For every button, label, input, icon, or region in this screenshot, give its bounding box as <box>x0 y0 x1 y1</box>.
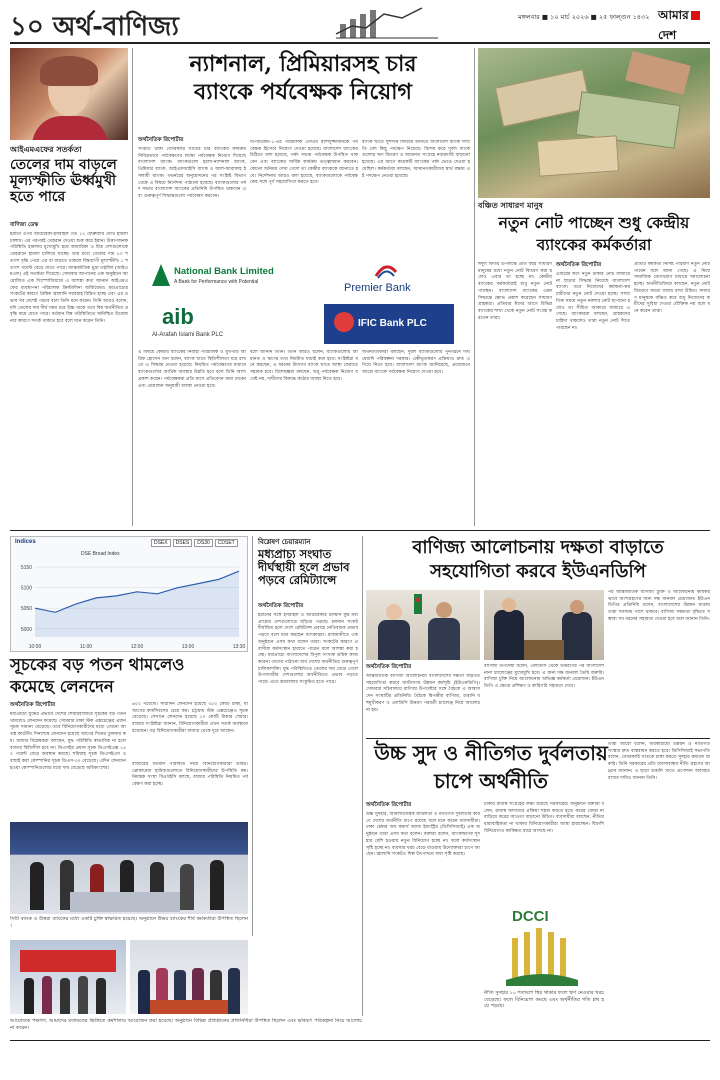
undp-col-3: পর আন্তর্জাতিক বাণিজ্য চুক্তি ও আলোচনায় কার্যকরভাবে অংশগ্রহণের জন্য দক্ষ জনবল প্রয়োজন। ইউএনডিপির প্রতিনিধি বলেন, বাংলাদেশের উন্নয়ন যাত্রায় তারা সবসময় পাশে থাকবে। বাণিজ্য সক্ষমতা বৃদ্ধিতে সম্ভাব্য সব ধরনের সহায়তা দেওয়া হবে বলে জানান তিনি। <box>608 590 710 622</box>
lead-headline-1: ন্যাশনাল, প্রিমিয়ারসহ চার <box>189 51 417 77</box>
undp-col-1: আন্তর্জাতিক বাণিজ্য আলোচনায় বাংলাদেশের দক্ষতা বাড়াতে সহযোগিতা করবে জাতিসংঘ উন্নয়ন কর্মসূচি (ইউএনডিপি)। সোমবার সচিবালয়ে বাণিজ্য উপদেষ্টার সঙ্গে বৈঠকে এ আশ্বাস দেন সংস্থাটির প্রতিনিধি। বৈঠকে দ্বিপক্ষীয় বাণিজ্য, রপ্তানি বহুমুখীকরণ ও এলডিসি উত্তরণ পরবর্তী চ্যালেঞ্জ নিয়ে আলোচনা হয়। <box>366 674 480 713</box>
imf-kicker: আইএমএফের সতর্কতা <box>10 144 82 154</box>
premier-bank-logo: Premier Bank <box>334 262 454 298</box>
lead-byline: অর্থনৈতিক রিপোর্টার <box>138 137 184 143</box>
dcci-col-3: তারা আরো বলেন, অবকাঠামো উন্নয়ন ও নীতিগত সংস্কার দ্রুত বাস্তবায়ন করতে হবে। ডিসিসিআই সভাপতি বলেন, বেসরকারি খাতকে চাঙ্গা করতে সুদহার কমানো জরুরি। তিনি সরকারের প্রতি ব্যবসাবান্ধব নীতি গ্রহণের আহ্বান জানান। এ ছাড়া রপ্তানি খাতে প্রণোদনা অব্যাহত রাখার দাবিও জানান তিনি। <box>608 742 710 781</box>
remit-byline: অর্থনৈতিক রিপোর্টার <box>258 603 304 609</box>
notes-headline-1: নতুন নোট পাচ্ছেন শুধু কেন্দ্রীয় <box>498 213 690 232</box>
lead-col-1b: এ বিষয়ে কেন্দ্রীয় ব্যাংকের নির্বাহী পরিচালক ও মুখপাত্র আরিফ হোসেন খান বলেন, ব্যাংক খাতে স্থিতিশীলতা ধরে রাখতে এ সিদ্ধান্ত নেওয়া হয়েছে। নিয়মিত পর্যবেক্ষণের মাধ্যমে ব্যাংকগুলোর আর্থিক অবস্থার উন্নতি হবে বলে তিনি আশা প্রকাশ করেন। পর্যবেক্ষকরা প্রতি মাসে প্রতিবেদন জমা দেবেন এবং প্রয়োজন অনুযায়ী ব্যবস্থা নেওয়া হবে। <box>138 350 246 389</box>
newspaper-logo <box>658 7 720 47</box>
notes-byline: অর্থনৈতিক রিপোর্টার <box>556 262 602 268</box>
undp-meeting-photo-1 <box>366 590 480 660</box>
logo-text-b: দেশ <box>658 28 677 42</box>
dcci-logo-text: DCCI <box>512 908 549 925</box>
chart-ytick-label: 5000 <box>20 626 32 633</box>
undp-col-2: বাণিজ্য উপদেষ্টা বলেন, এলডিসি থেকে উত্তরণের পর বাংলাদেশ নানা চ্যালেঞ্জের মুখোমুখি হবে। এ জন্য দক্ষ জনবল তৈরি জরুরি। বাণিজ্য চুক্তি নিয়ে আলোচনায় অভিজ্ঞ কর্মকর্তা প্রয়োজন। ইউএনডিপি এ ক্ষেত্রে প্রশিক্ষণ ও কারিগরি সহায়তা দেবে। <box>484 664 604 690</box>
chart-xtick-label: 13:00 <box>181 644 195 650</box>
dcci-headline-1: উচ্চ সুদ ও নীতিগত দুর্বলতায় <box>374 741 608 765</box>
notes-col-3: প্রতিটি কর্মকর্তা নির্দিষ্ট পরিমাণ নতুন নোট পাবেন বলে জানা গেছে। এ নিয়ে সামাজিক যোগাযোগ মাধ্যমে সমালোচনা হচ্ছে। অর্থনীতিবিদরা বলছেন, নতুন নোট বিতরণে সমতা বজায় রাখা উচিত। সাধারণ মানুষকে বঞ্চিত করে শুধু নিজেদের কর্মীদের সুবিধা দেওয়া যৌক্তিক নয় বলে মনে করেন তারা। <box>634 262 710 314</box>
national-bank-logo: National Bank Limited A Bank for Performance with Potential <box>152 262 282 298</box>
remit-headline: মধ্যপ্রাচ্য সংঘাত দীর্ঘস্থায়ী হলে প্রভাব পড়বে রেমিট্যান্সে <box>258 547 350 588</box>
undp-headline-1: বাণিজ্য আলোচনায় দক্ষতা বাড়াতে <box>412 537 664 558</box>
chart-ytick-label: 5150 <box>20 565 32 572</box>
aib-logo: aib Al-Arafah Islami Bank PLC <box>152 304 224 338</box>
undp-byline: অর্থনৈতিক রিপোর্টার <box>366 664 412 670</box>
dcci-col-2: টাকার রাজস্ব সংগ্রহের লক্ষ্য রয়েছে সরকারের। অনুষ্ঠানে বক্তারা বলেন, রাজস্ব আদায়ের প্রক্রিয়া সহজ করতে হবে। করের বোঝা না বাড়িয়ে করের আওতা বাড়ানো উচিত। ব্যবসায়ীরা বলছেন, নীতির ধারাবাহিকতা না থাকায় বিনিয়োগকারীরা আস্থা হারাচ্ছেন। বিদেশি বিনিয়োগও কাঙ্ক্ষিত হারে আসছে না। <box>484 802 604 834</box>
market-col-3: বাজারের বর্তমান পরিস্থিতি নিয়ে বিনিয়োগকারীরা উদ্বিগ্ন। ব্রোকারেজ হাউজগুলোতে বিনিয়োগকারীদের উপস্থিতি কম। নিয়ন্ত্রক সংস্থা বিএসইসি বলছে, বাজার পরিস্থিতি নিয়মিত পর্যবেক্ষণ করা হচ্ছে। <box>132 762 248 788</box>
imf-body: ইরানে ওপর আমেরিকা-ইসরাইল গত ১২ ফেব্রুয়ারি যৌথ হামলা চালায়। এর পরপরই তেহরান দেওয়া শুরু করে ইরান। উত্তাপজনক পরিস্থিতি হামলায় মুখোমুখি হয়ে আমারিকা ও মিত্র দেশগুলোকে তেহরানে হামলা চালিয়ে যাচ্ছে। তার মধ্যে তেলের দাম ৮০ শতাংশ বৃদ্ধি পেয়ে এর বা বাড়তে থাকলে বিশ্বব্যাপী মূল্যস্ফীতি ১ শতাংশ পয়েন্ট বেড়ে যেতে পারে। আন্তর্জাতিক মুদ্রা তহবিল (আইএমএফ) এই সতর্কতা দিয়েছে। সোমবার জাপানের এক অনুষ্ঠানে আয়োজিত এক সিম্পোজিয়ামে এ আশঙ্কা কথা জানান আইএমএফের ব্যবস্থাপনা পরিচালক ক্রিস্টালিনা জর্জিয়েভা। মধ্যপ্রাচ্যের সংকটের কারণে বৈশ্বিক জ্বালানি সরবরাহ বিঘ্নিত হচ্ছে এবং এর প্রভাব সব দেশেই পড়বে বলে তিনি মনে করেন। তিনি আরও বলেন, যদি তেলের দাম দীর্ঘ সময় ধরে উচ্চ থাকে তবে বিশ্ব অর্থনীতির প্রবৃদ্ধি কমে যেতে পারে। বর্তমান বিশ্ব পরিস্থিতিতে অনিশ্চিত উত্তেজনার কারণে সতর্ক থাকতে হবে বলে মনে করেন তিনি। <box>10 232 128 325</box>
lead-headline-2: ব্যাংকে পর্যবেক্ষক নিয়োগ <box>194 79 412 105</box>
chart-xtick-label: 13:30 <box>232 644 246 650</box>
logo-text-a: আমার <box>658 8 689 22</box>
lead-col-1: সংকটে থাকা বেসরকারি খাতের চার ব্যাংকের কার্যক্রম নিবিড়ভাবে পর্যবেক্ষণের লক্ষ্যে পর্যবেক্ষক নিয়োগ দিয়েছে বাংলাদেশ ব্যাংক। ব্যাংকগুলো হলো-ন্যাশনাল ব্যাংক, প্রিমিয়ার ব্যাংক, আইএফআইসি ব্যাংক ও আল-আরাফাহ ইসলামী ব্যাংক। গভর্নরের অনুমোদনের পর সংশ্লিষ্ট বিভাগ থেকে এ বিষয়ে নির্দেশনা পাঠানো হয়েছে। ব্যাংকগুলোর পর্ষদ সভায় বাংলাদেশ ব্যাংকের প্রতিনিধি উপস্থিত থাকবেন এবং গুরুত্বপূর্ণ সিদ্ধান্তগুলো পর্যবেক্ষণ করবেন। <box>138 147 246 199</box>
section-title: ১০ অর্থ-বাণিজ্য <box>10 12 179 42</box>
dcci-caption: নীতি সুদহার ১০ শতাংশে স্থির থাকার ফলে ঋণ নেওয়ার খরচ বেড়েছে। ফলে বিনিয়োগ কমছে এবং অর্থনীতির গতি শ্লথ হয়ে পড়ছে। <box>484 990 604 1010</box>
issue-date: মঙ্গলবার ■ ১০ মার্চ ২০২৬ ■ ২৫ ফাল্গুন ১৪৩২ <box>518 13 650 21</box>
logo-square-icon <box>691 11 700 20</box>
market-col-2: ৬০০ পয়েন্টে। সারাদিন লেনদেন হয়েছে ৩৫০ কোটি টাকা, যা আগের কার্যদিবসের চেয়ে কম। চট্টগ্রাম স্টক এক্সচেঞ্জেও সূচক বেড়েছে। সেখানে লেনদেন হয়েছে ১০ কোটি টাকার শেয়ার। বাজার সংশ্লিষ্টরা জানান, বিনিয়োগকারীরা এখন সতর্ক অবস্থানে রয়েছেন। বড় বিনিয়োগকারীরা বাজার থেকে দূরে আছেন। <box>132 702 248 734</box>
event-caption: আয়োজক পক্ষগণ, আমাদের মতামতের ভিত্তিতে কর্মশালার আয়োজন করা হয়েছে। অনুষ্ঠানে বিভিন্ন প্রতিষ্ঠানের প্রতিনিধিরা উপস্থিত ছিলেন এবং ভবিষ্যৎ পরিকল্পনা নিয়ে আলোচনা করেন। <box>10 1018 362 1031</box>
dcci-col-1: উচ্চ সুদহার, আমলাতান্ত্রিক জটিলতা ও নীতিগত দুর্বলতার কারণে দেশের অর্থনীতি চাপে রয়েছে বলে মনে করেন ব্যবসায়ীরা। ঢাকা চেম্বার অব কমার্স অ্যান্ড ইন্ডাস্ট্রির (ডিসিসিআই) এক অনুষ্ঠানে তারা এসব কথা বলেন। বক্তারা বলেন, ব্যাংকঋণের সুদহার বেশি হওয়ায় নতুন বিনিয়োগ হচ্ছে না। ফলে কর্মসংস্থান সৃষ্টি হচ্ছে না। ব্যবসার খরচ বেড়ে যাওয়ায় উদ্যোক্তারা চাপে আছেন। জ্বালানি সংকটও শিল্প উৎপাদনে বাধা সৃষ্টি করছে। <box>366 812 480 858</box>
lead-col-2: ডিপার্টমেন্ট-১-এর পরিচালক এসএম রাশিদুজ্জামানকে পর্যবেক্ষক হিসেবে নিয়োগ দেওয়া হয়েছে। বাংলাদেশ ব্যাংকের চিঠিতে বলা হয়েছে, পর্ষদ সভায় পর্যবেক্ষক উপস্থিত থাকবেন এবং ব্যাংকের সার্বিক কার্যক্রম তত্ত্বাবধান করবেন। কোনো অনিয়ম দেখা গেলে তা কেন্দ্রীয় ব্যাংককে জানাতে হবে। নির্দেশনায় আরও বলা হয়েছে, ব্যাংকগুলোকে পর্যবেক্ষকের সঙ্গে পূর্ণ সহযোগিতা করতে হবে। <box>250 140 358 186</box>
imf-headline: তেলের দাম বাড়লে মূল্যস্ফীতি ঊর্ধ্বমুখী হতে পারে <box>10 157 117 206</box>
market-byline: অর্থনৈতিক রিপোর্টার <box>10 702 56 708</box>
chart-xtick-label: 12:00 <box>130 644 144 650</box>
imf-byline: বাণিজ্য ডেস্ক <box>10 222 39 228</box>
chart-legend: DSE Broad Index <box>81 551 120 557</box>
dcci-emblem-icon <box>492 928 592 988</box>
market-col-1: মধ্যপ্রাচ্যে যুদ্ধের প্রভাবে দেশের শেয়ারবাজারে সূচকের বড় পতন থামলেও লেনদেন কমেছে। সোমবার ঢাকা স্টক এক্সচেঞ্জের প্রধান সূচক সামান্য বেড়েছে। তবে বিনিয়োগকারীদের মধ্যে এখনো আতঙ্ক কাটেনি। দিনশেষে লেনদেন হয়েছে আগের দিনের তুলনায় কম। বাজার বিশ্লেষকরা বলছেন, যুদ্ধ পরিস্থিতি স্বাভাবিক না হলে বাজার স্থিতিশীল হবে না। ডিএসইর প্রধান সূচক ডিএসইএক্স ১৪০ পয়েন্ট বেড়ে অবস্থান করছে। শরিয়াহ সূচক ডিএসইএস ও বাছাই করা কোম্পানির সূচক ডিএস-৩০ বেড়েছে। এদিন লেনদেন হওয়া কোম্পানিগুলোর মধ্যে দাম বেড়েছে অধিকাংশের। <box>10 712 126 771</box>
undp-headline-2: সহযোগিতা করবে ইউএনডিপি <box>430 561 646 582</box>
premier-bank-swoosh-icon <box>374 262 398 280</box>
notes-headline-2: ব্যাংকের কর্মকর্তারা <box>536 235 652 254</box>
chart-xtick-label: 10:00 <box>28 644 42 650</box>
chart-xtick-label: 11:00 <box>79 644 93 650</box>
market-headline-2: কমেছে লেনদেন <box>10 677 114 696</box>
dcci-headline-2: চাপে অর্থনীতি <box>434 769 548 793</box>
market-headline-1: সূচকের বড় পতন থামলেও <box>10 655 185 674</box>
lead-col-3: ব্যাংক খাতে সুশাসন ফিরিয়ে আনতে বাংলাদেশ ব্যাংক সম্প্রতি বেশ কিছু পদক্ষেপ নিয়েছে। বিশেষ করে দুর্বল ব্যাংকগুলোর ঋণ বিতরণ ও আমানত সংগ্রহে নজরদারি বাড়ানো হয়েছে। এর আগে কয়েকটি ব্যাংকের পর্ষদ ভেঙে দেওয়া হয়েছিল। কর্মকর্তারা বলছেন, আমানতকারীদের স্বার্থ রক্ষায় এই পদক্ষেপ নেওয়া হয়েছে। <box>362 140 470 179</box>
chart-chip-cdset[interactable]: CDSET <box>215 539 238 547</box>
lead-col-3b: অর্থনীতিবিদরা বলছেন, দুর্বল ব্যাংকগুলোর পুনর্গঠনে দীর্ঘমেয়াদি পরিকল্পনা দরকার। একীভূতকরণ প্রক্রিয়াও দ্রুত এগিয়ে নিতে হবে। বাংলাদেশ ব্যাংক জানিয়েছে, প্রয়োজনে আরো ব্যাংকে পর্যবেক্ষক নিয়োগ দেওয়া হবে। <box>362 350 470 376</box>
imf-chief-photo <box>10 48 128 140</box>
chart-chip-dsex[interactable]: DSEX <box>151 539 171 547</box>
chart-chip-ds30[interactable]: DS30 <box>194 539 213 547</box>
dcci-byline: অর্থনৈতিক রিপোর্টার <box>366 802 412 808</box>
bank-logos <box>144 256 464 346</box>
event-photo-1 <box>10 940 126 1014</box>
lead-col-2b: বলে জানান তিনি। তিনি আরও বলেন, ব্যাংকগুলোর আমানত ও ঋণের তথ্য নিয়মিত যাচাই করা হবে। সংশ্লিষ্টরা মনে করছেন, এ ধরনের উদ্যোগ ব্যাংক খাতে আস্থা ফেরাতে সহায়ক হবে। বিশেষজ্ঞরা বলছেন, শুধু পর্যবেক্ষক নিয়োগ যথেষ্ট নয়, দায়ীদের বিরুদ্ধে কঠোর ব্যবস্থা নিতে হবে। <box>250 350 358 382</box>
chart-plot <box>11 557 247 651</box>
chart-ytick-label: 5050 <box>20 606 32 613</box>
chart-chip-dses[interactable]: DSES <box>173 539 193 547</box>
notes-col-2: এবারের ঈদে নতুন টাকার নোট বাজারে না ছাড়ার সিদ্ধান্ত নিয়েছে বাংলাদেশ ব্যাংক। তবে নিজেদের কর্মকর্তা-কর্মচারীদের নতুন নোট দেওয়া হচ্ছে। সাম্প্রতিক সময়ে নতুন নকশার নোট ছাপানো হলেও তা সীমিত আকারে বাজারে এসেছে। ব্যাংকাররা বলছেন, গ্রাহকদের চাহিদা থাকলেও তারা নতুন নোট দিতে পারছেন না। <box>556 272 630 331</box>
event-photo-2 <box>130 940 248 1014</box>
notes-col-1: ঈদুল ফিতর উপলক্ষে প্রতি বছর সাধারণ মানুষের মধ্যে নতুন নোট বিতরণ করা হলেও এবার তা হচ্ছে না। কেন্দ্রীয় ব্যাংকের কর্মকর্তারাই শুধু নতুন নোট পাচ্ছেন। বাংলাদেশ ব্যাংকের এমন সিদ্ধান্তে ক্ষোভ প্রকাশ করেছেন সাধারণ গ্রাহকরা। প্রতিবার ঈদের আগে বিভিন্ন ব্যাংকের শাখা থেকে নতুন নোট সংগ্রহ করতেন তারা। <box>478 262 552 321</box>
notes-caption: বঞ্চিত সাধারণ মানুষ <box>478 200 543 210</box>
market-photo-caption: সিটি ব্যাংক ও উত্তরা ব্যাংকের মধ্যে একটি চুক্তি স্বাক্ষরিত হয়েছে। অনুষ্ঠানে উভয় ব্যাংকের শীর্ষ কর্মকর্তারা উপস্থিত ছিলেন। <box>10 916 248 929</box>
ific-bank-logo: IFIC Bank PLC <box>324 304 454 344</box>
undp-meeting-photo-2 <box>484 590 604 660</box>
bank-signing-photo <box>10 822 248 914</box>
masthead-graph-icon <box>332 4 442 40</box>
dcci-logo <box>492 908 592 988</box>
dse-index-chart <box>10 536 248 652</box>
chart-index-chips <box>151 539 238 547</box>
currency-notes-photo <box>478 48 710 198</box>
chart-title: Indices <box>15 539 36 545</box>
remit-col-1: ইরানের সঙ্গে ইসরাইল ও আমেরিকার চলমান যুদ্ধ মধ্যপ্রাচ্যের দেশগুলোতে ছড়িয়ে পড়ছে। চলমান সংকট দীর্ঘায়িত হলে দেশে রেমিট্যান্স প্রবাহে নেতিবাচক প্রভাব পড়বে বলে মনে করছেন ব্যাংকাররা। রাজধানীতে এক অনুষ্ঠানে এসব কথা বলেন তারা। সংকটের কারণে প্রবাসীরা কর্মসংস্থান হারাতে পারেন বলে আশঙ্কা করা হচ্ছে। মধ্যপ্রাচ্যে বাংলাদেশের বিপুল সংখ্যক শ্রমিক কাজ করেন। তাদের পাঠানো অর্থ দেশের অর্থনীতির গুরুত্বপূর্ণ চালিকাশক্তি। যুদ্ধ পরিস্থিতিতে তেলের দাম বেড়ে গেলে উপসাগরীয় দেশগুলোর অর্থনীতিতে প্রভাব পড়তে পারে। এতে শ্রমবাজার সংকুচিত হতে পারে। <box>258 613 358 686</box>
remit-kicker: বিশ্লেষণ চেয়ারম্যান <box>258 537 311 546</box>
chart-ytick-label: 5100 <box>20 585 32 592</box>
